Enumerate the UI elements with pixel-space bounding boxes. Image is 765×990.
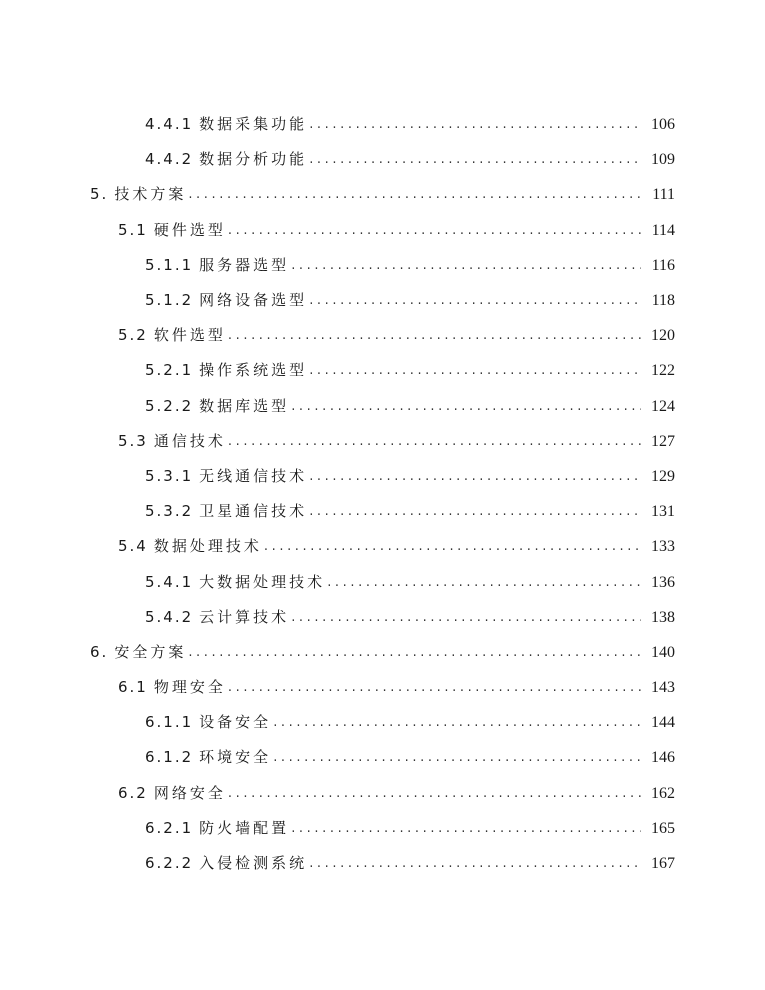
toc-entry-title: 安全方案 (114, 642, 187, 661)
toc-dot-leader (309, 283, 641, 318)
toc-dot-leader (188, 635, 641, 670)
toc-dot-leader (309, 459, 641, 494)
toc-entry-number: 5.4.2 (145, 607, 194, 626)
toc-entry-number: 5.1.2 (145, 291, 194, 310)
toc-entry-title: 设备安全 (199, 713, 272, 732)
toc-entry-page-number: 129 (651, 467, 675, 485)
toc-entry-number: 6. (90, 642, 109, 661)
toc-entry[interactable] (0, 670, 765, 705)
toc-entry-page-number: 138 (651, 608, 675, 626)
toc-entry-number: 4.4.1 (145, 115, 194, 134)
toc-entry-title: 云计算技术 (199, 607, 290, 626)
toc-entry-title: 服务器选型 (199, 255, 290, 274)
toc-dot-leader (309, 353, 641, 388)
toc-entry-title: 卫星通信技术 (199, 502, 308, 521)
toc-entry-title: 数据库选型 (199, 396, 290, 415)
toc-entry-number: 5. (90, 185, 109, 204)
toc-entry-page-number: 116 (651, 256, 675, 274)
toc-entry[interactable] (0, 353, 765, 388)
toc-dot-leader (309, 846, 641, 881)
toc-entry-page-number: 167 (651, 855, 675, 873)
toc-entry-title: 网络安全 (153, 783, 226, 802)
toc-entry-title: 大数据处理技术 (199, 572, 326, 591)
toc-entry-title: 防火墙配置 (199, 818, 290, 837)
toc-entry[interactable] (0, 529, 765, 564)
toc-entry-title: 数据处理技术 (153, 537, 262, 556)
toc-entry-number: 5.1 (118, 220, 148, 239)
toc-entry-page-number: 106 (651, 116, 675, 134)
toc-entry-page-number: 136 (651, 573, 675, 591)
toc-entry[interactable] (0, 283, 765, 318)
toc-dot-leader (291, 600, 641, 635)
toc-entry[interactable] (0, 459, 765, 494)
toc-entry-page-number: 111 (652, 186, 675, 204)
toc-dot-leader (228, 424, 641, 459)
toc-entry-page-number: 140 (651, 643, 675, 661)
toc-dot-leader (228, 213, 641, 248)
toc-dot-leader (291, 811, 641, 846)
toc-entry[interactable] (0, 318, 765, 353)
toc-entry[interactable] (0, 776, 765, 811)
toc-dot-leader (273, 705, 641, 740)
toc-entry[interactable] (0, 248, 765, 283)
toc-entry[interactable] (0, 424, 765, 459)
toc-entry[interactable] (0, 635, 765, 670)
toc-entry-title: 入侵检测系统 (199, 854, 308, 873)
toc-entry-title: 无线通信技术 (199, 466, 308, 485)
toc-entry-title: 物理安全 (153, 678, 226, 697)
toc-entry-title: 环境安全 (199, 748, 272, 767)
toc-entry[interactable] (0, 177, 765, 212)
toc-dot-leader (228, 776, 641, 811)
toc-dot-leader (188, 177, 641, 212)
toc-entry-number: 6.2 (118, 783, 148, 802)
toc-dot-leader (309, 494, 641, 529)
toc-entry-page-number: 143 (651, 679, 675, 697)
toc-entry-number: 5.4.1 (145, 572, 194, 591)
toc-entry-number: 5.2.2 (145, 396, 194, 415)
toc-entry-title: 数据分析功能 (199, 150, 308, 169)
toc-entry-title: 硬件选型 (153, 220, 226, 239)
toc-entry-title: 数据采集功能 (199, 115, 308, 134)
toc-entry-number: 5.2 (118, 326, 148, 345)
toc-entry-page-number: 122 (651, 362, 675, 380)
toc-entry-page-number: 109 (651, 151, 675, 169)
toc-dot-leader (327, 565, 641, 600)
toc-entry-title: 软件选型 (153, 326, 226, 345)
toc-entry-page-number: 165 (651, 819, 675, 837)
toc-entry-page-number: 146 (651, 749, 675, 767)
toc-entry[interactable] (0, 600, 765, 635)
toc-entry-number: 6.1 (118, 678, 148, 697)
toc-entry[interactable] (0, 389, 765, 424)
toc-entry[interactable] (0, 811, 765, 846)
toc-entry-number: 5.3.1 (145, 466, 194, 485)
toc-entry[interactable] (0, 494, 765, 529)
toc-entry[interactable] (0, 107, 765, 142)
toc-dot-leader (228, 670, 641, 705)
toc-dot-leader (273, 740, 641, 775)
toc-entry-page-number: 118 (651, 292, 675, 310)
toc-dot-leader (291, 248, 641, 283)
toc-entry-number: 6.1.1 (145, 713, 194, 732)
toc-entry-number: 5.3.2 (145, 502, 194, 521)
toc-entry-number: 5.3 (118, 431, 148, 450)
toc-entry-number: 6.2.1 (145, 818, 194, 837)
toc-entry-page-number: 124 (651, 397, 675, 415)
toc-entry-number: 5.4 (118, 537, 148, 556)
toc-entry-page-number: 114 (651, 221, 675, 239)
toc-entry[interactable] (0, 142, 765, 177)
toc-entry-number: 4.4.2 (145, 150, 194, 169)
toc-entry-page-number: 120 (651, 327, 675, 345)
toc-entry[interactable] (0, 740, 765, 775)
toc-entry-title: 操作系统选型 (199, 361, 308, 380)
toc-dot-leader (291, 389, 641, 424)
toc-entry-page-number: 162 (651, 784, 675, 802)
table-of-contents (0, 107, 765, 881)
toc-entry[interactable] (0, 846, 765, 881)
toc-entry-page-number: 133 (651, 538, 675, 556)
toc-dot-leader (309, 107, 641, 142)
toc-entry-page-number: 144 (651, 714, 675, 732)
toc-entry-number: 6.1.2 (145, 748, 194, 767)
toc-entry[interactable] (0, 564, 765, 599)
toc-entry-number: 5.2.1 (145, 361, 194, 380)
toc-entry[interactable] (0, 213, 765, 248)
toc-entry-page-number: 131 (651, 503, 675, 521)
toc-entry-title: 技术方案 (114, 185, 187, 204)
toc-dot-leader (228, 318, 641, 353)
toc-entry-title: 通信技术 (153, 431, 226, 450)
toc-dot-leader (264, 529, 641, 564)
toc-entry-number: 6.2.2 (145, 854, 194, 873)
toc-dot-leader (309, 142, 641, 177)
toc-entry-title: 网络设备选型 (199, 291, 308, 310)
toc-entry-number: 5.1.1 (145, 255, 194, 274)
toc-entry[interactable] (0, 705, 765, 740)
toc-entry-page-number: 127 (651, 432, 675, 450)
